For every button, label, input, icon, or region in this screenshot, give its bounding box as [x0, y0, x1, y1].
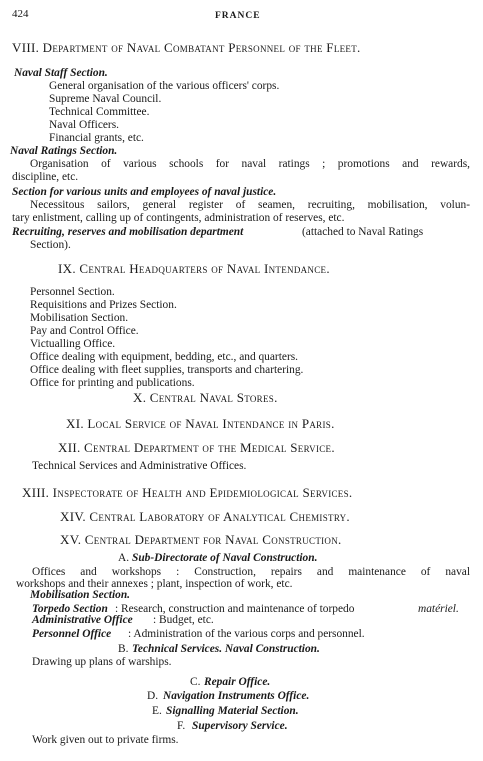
naval-justice-section-heading: Section for various units and employees of naval justice.: [12, 186, 277, 198]
torpedo-section-heading: Torpedo Section: [32, 603, 108, 615]
paragraph-line: Necessitous sailors, general register of seamen, recruiting, mobilisation, volun-: [30, 199, 470, 211]
paragraph-line: workshops and their annexes ; plant, inspection of work, etc.: [16, 578, 293, 590]
paragraph-line: Offices and workshops : Construction, repairs and maintenance of naval: [32, 566, 470, 578]
subsection-label: E.: [152, 705, 162, 717]
section-ix-title: IX. Central Headquarters of Naval Intendance.: [58, 261, 330, 276]
page-number: 424: [12, 8, 29, 20]
list-item: Personnel Section.: [30, 286, 115, 298]
paragraph-line: Section).: [30, 239, 71, 251]
list-item: Pay and Control Office.: [30, 325, 139, 337]
section-viii-title: VIII. Department of Naval Combatant Personnel of the Fleet.: [12, 40, 361, 55]
section-xiv-title: XIV. Central Laboratory of Analytical Chemistry.: [60, 509, 350, 524]
section-xii-title: XII. Central Department of the Medical Service.: [58, 440, 335, 455]
list-item: Office for printing and publications.: [30, 377, 195, 389]
recruiting-department-heading: Recruiting, reserves and mobilisation department: [12, 226, 244, 238]
paragraph-line: discipline, etc.: [12, 171, 79, 183]
signalling-material-heading: Signalling Material Section.: [166, 705, 299, 717]
naval-ratings-section-heading: Naval Ratings Section.: [10, 145, 118, 157]
paragraph-line: Work given out to private firms.: [32, 734, 179, 746]
paragraph-line: Technical Services and Administrative Offices.: [32, 460, 247, 472]
subsection-label: A.: [118, 552, 130, 564]
mobilisation-section-heading: Mobilisation Section.: [30, 589, 131, 601]
administrative-office-heading: Administrative Office: [32, 614, 133, 626]
list-item: Office dealing with fleet supplies, transports and chartering.: [30, 364, 304, 376]
paragraph-line: matériel.: [418, 603, 459, 615]
section-x-title: X. Central Naval Stores.: [133, 390, 278, 405]
sub-directorate-heading: Sub-Directorate of Naval Construction.: [132, 552, 318, 564]
paragraph-line: Drawing up plans of warships.: [32, 656, 172, 668]
list-item: Financial grants, etc.: [49, 132, 144, 144]
supervisory-service-heading: Supervisory Service.: [192, 720, 288, 732]
section-xi-title: XI. Local Service of Naval Intendance in Paris.: [66, 416, 335, 431]
list-item: Naval Officers.: [49, 119, 120, 131]
navigation-instruments-heading: Navigation Instruments Office.: [163, 690, 310, 702]
list-item: General organisation of the various officers' corps.: [49, 80, 280, 92]
naval-staff-section-heading: Naval Staff Section.: [14, 67, 108, 79]
paragraph-line: tary enlistment, calling up of contingents, administration of reserves, etc.: [12, 212, 345, 224]
list-item: Technical Committee.: [49, 106, 150, 118]
paragraph-line: : Administration of the various corps and personnel.: [128, 628, 365, 640]
list-item: Mobilisation Section.: [30, 312, 129, 324]
subsection-label: C.: [190, 676, 201, 688]
list-item: Office dealing with equipment, bedding, etc., and quarters.: [30, 351, 299, 363]
subsection-label: D.: [147, 690, 159, 702]
paragraph-line: : Budget, etc.: [153, 614, 214, 626]
technical-services-heading: Technical Services. Naval Construction.: [132, 643, 320, 655]
paragraph-line: (attached to Naval Ratings: [302, 226, 424, 238]
subsection-label: F.: [177, 720, 186, 732]
repair-office-heading: Repair Office.: [204, 676, 271, 688]
section-xv-title: XV. Central Department for Naval Construction.: [60, 532, 342, 547]
paragraph-line: : Research, construction and maintenance of torpedo: [115, 603, 355, 615]
section-xiii-title: XIII. Inspectorate of Health and Epidemiological Services.: [22, 485, 353, 500]
personnel-office-heading: Personnel Office: [32, 628, 112, 640]
running-head: FRANCE: [215, 11, 261, 21]
subsection-label: B.: [118, 643, 129, 655]
paragraph-line: Organisation of various schools for naval ratings ; promotions and rewards,: [30, 158, 470, 170]
list-item: Requisitions and Prizes Section.: [30, 299, 177, 311]
list-item: Supreme Naval Council.: [49, 93, 162, 105]
list-item: Victualling Office.: [30, 338, 116, 350]
